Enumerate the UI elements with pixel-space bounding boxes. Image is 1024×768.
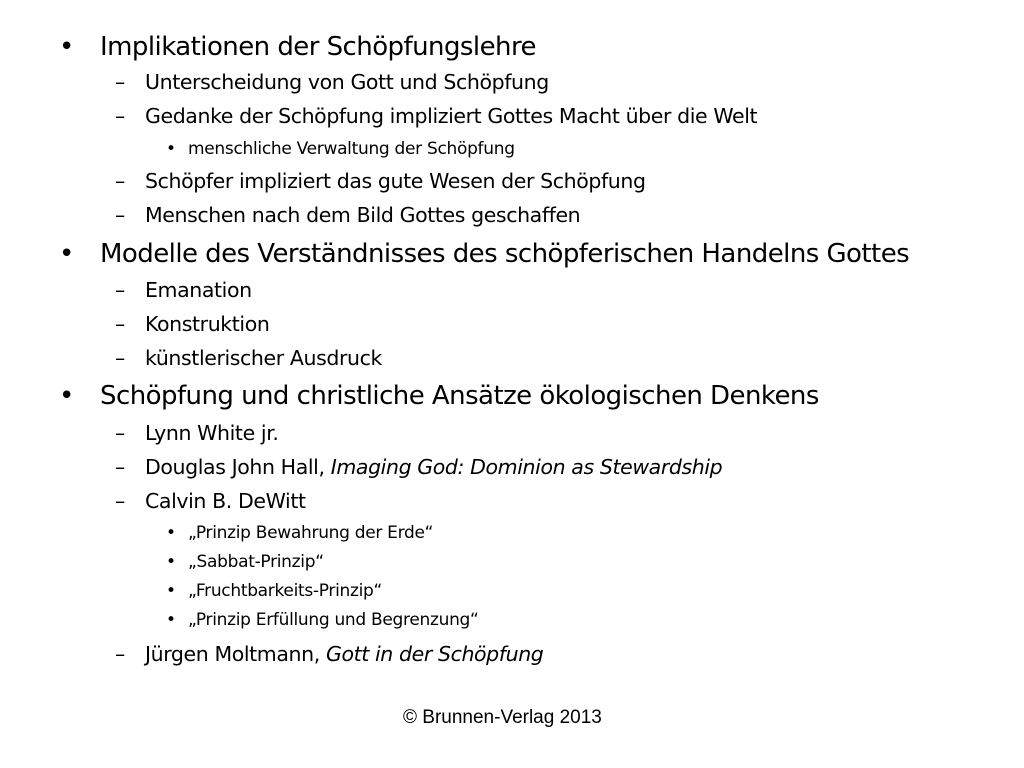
outline-item-text: Konstruktion (145, 312, 270, 336)
outline-item-text: künstlerischer Ausdruck (145, 346, 382, 370)
copyright-footer: © Brunnen-Verlag 2013 (403, 707, 602, 728)
outline-item-text: „Sabbat-Prinzip“ (188, 552, 324, 572)
bullet-icon: • (166, 523, 177, 543)
outline-item-text: Lynn White jr. (145, 421, 279, 445)
dash-icon: – (115, 70, 126, 94)
dash-icon: – (115, 642, 126, 666)
author-name: Jürgen Moltmann, (145, 642, 326, 666)
outline-item-text: „Prinzip Erfüllung und Begrenzung“ (188, 610, 479, 630)
dash-icon: – (115, 169, 126, 193)
outline-item-text: Calvin B. DeWitt (145, 489, 306, 513)
section-heading: Modelle des Verständnisses des schöpferischen Handelns Gottes (100, 239, 910, 269)
outline-item-text: Menschen nach dem Bild Gottes geschaffen (145, 203, 581, 227)
outline-item-text (145, 454, 722, 480)
dash-icon: – (115, 455, 126, 479)
outline-item-text: Gedanke der Schöpfung impliziert Gottes Macht über die Welt (145, 104, 758, 128)
bullet-icon: • (166, 552, 177, 572)
dash-icon: – (115, 489, 126, 513)
dash-icon: – (115, 312, 126, 336)
work-title: Gott in der Schöpfung (325, 642, 544, 666)
bullet-icon: • (59, 32, 75, 62)
dash-icon: – (115, 278, 126, 302)
outline-item-text: menschliche Verwaltung der Schöpfung (188, 139, 515, 159)
work-title: Imaging God: Dominion as Stewardship (330, 455, 723, 479)
dash-icon: – (115, 203, 126, 227)
dash-icon: – (115, 421, 126, 445)
section-heading: Schöpfung und christliche Ansätze ökologischen Denkens (100, 381, 819, 411)
bullet-icon: • (59, 239, 75, 269)
outline-item-text: Schöpfer impliziert das gute Wesen der Schöpfung (145, 169, 646, 193)
outline-item-text: Emanation (145, 278, 252, 302)
outline-item-text (145, 641, 543, 667)
dash-icon: – (115, 346, 126, 370)
outline-item-text: Unterscheidung von Gott und Schöpfung (145, 70, 549, 94)
outline-item-text: „Prinzip Bewahrung der Erde“ (188, 523, 434, 543)
bullet-icon: • (166, 581, 177, 601)
bullet-icon: • (166, 139, 177, 159)
bullet-icon: • (59, 381, 75, 411)
bullet-icon: • (166, 610, 177, 630)
outline-item-text: „Fruchtbarkeits-Prinzip“ (188, 581, 383, 601)
dash-icon: – (115, 104, 126, 128)
section-heading: Implikationen der Schöpfungslehre (100, 32, 536, 62)
author-name: Douglas John Hall, (145, 455, 331, 479)
